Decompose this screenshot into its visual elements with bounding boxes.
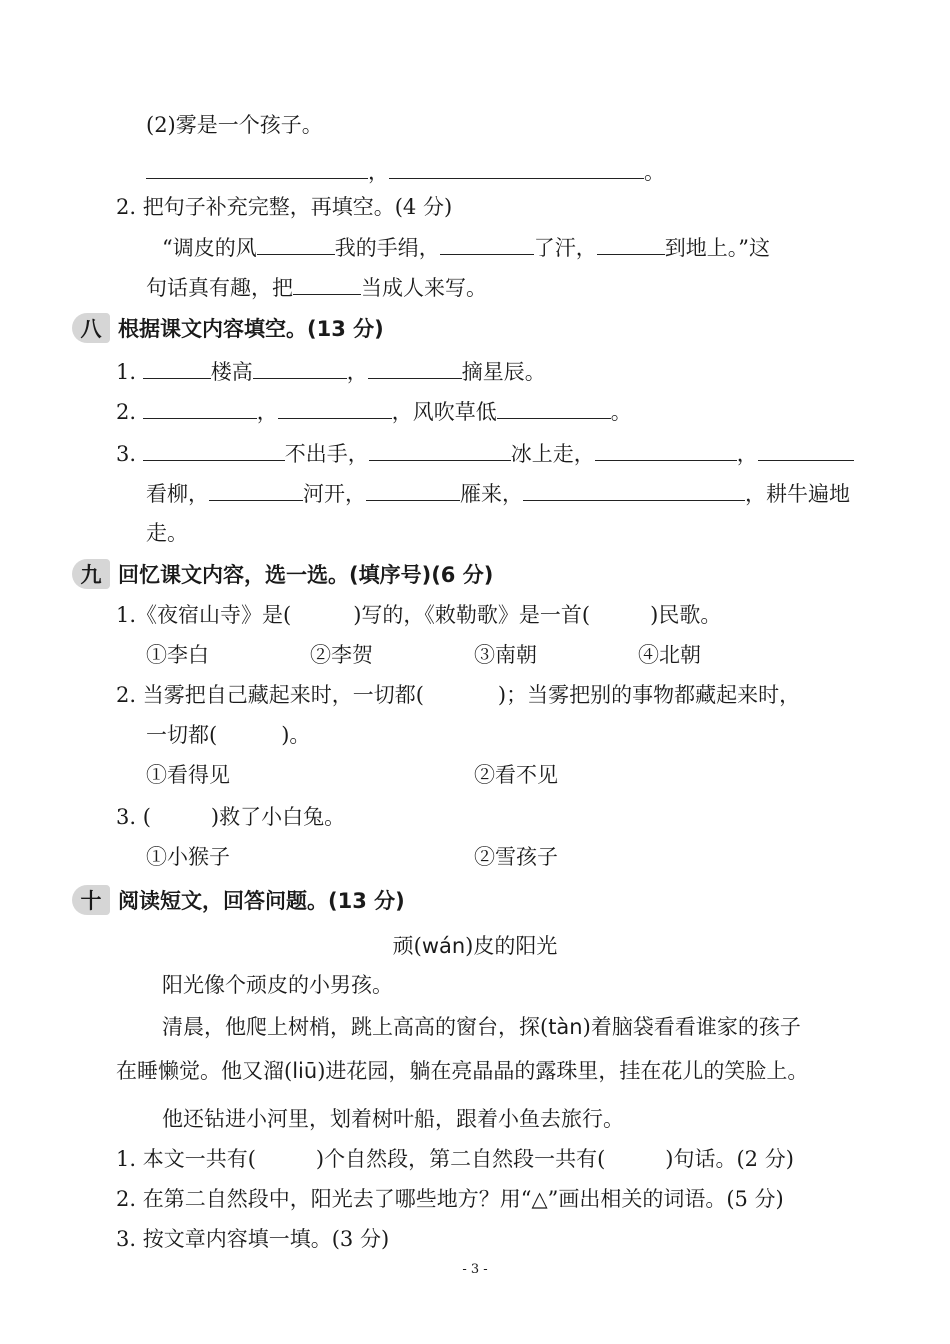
text: 了汗， xyxy=(533,236,597,260)
section-9-header xyxy=(72,558,493,590)
section-badge: 十 xyxy=(72,885,110,915)
story-paragraph-3: 他还钻进小河里，划着树叶船，跟着小鱼去旅行。 xyxy=(162,1107,624,1131)
blank[interactable] xyxy=(146,156,368,179)
option: ②看不见 xyxy=(474,763,558,787)
text: )着脑袋看看谁家的孩子 xyxy=(582,1015,801,1039)
pinyin: liū xyxy=(292,1059,318,1083)
q9-1 xyxy=(116,600,721,630)
text: ，风吹草低 xyxy=(391,400,497,424)
pinyin: tàn xyxy=(548,1015,583,1039)
text: “调皮的风 xyxy=(162,236,257,260)
text: 不出手， xyxy=(284,442,369,466)
q8-3-line2 xyxy=(146,478,850,509)
text: 我的手绢， xyxy=(334,236,440,260)
text: 冰上走， xyxy=(510,442,595,466)
text: )；当雾把别的事物都藏起来时， xyxy=(497,683,801,707)
blank[interactable] xyxy=(440,232,534,255)
blank[interactable] xyxy=(143,396,257,419)
q7-2-title: 2. 把句子补充完整，再填空。(4 分) xyxy=(116,195,453,219)
section-title: 根据课文内容填空。(13 分) xyxy=(118,317,384,341)
blank[interactable] xyxy=(597,232,665,255)
blank[interactable] xyxy=(523,478,745,501)
text: 雁来， xyxy=(460,482,523,506)
text: 摘星辰。 xyxy=(461,360,546,384)
option: ①李白 xyxy=(146,643,209,667)
num: 2. xyxy=(116,400,137,424)
text: )救了小白兔。 xyxy=(210,805,346,829)
text: 看柳， xyxy=(146,482,209,506)
blank[interactable] xyxy=(369,438,511,461)
q10-2: 2. 在第二自然段中，阳光去了哪些地方？用“△”画出相关的词语。(5 分) xyxy=(116,1187,784,1211)
pinyin: wán xyxy=(421,934,466,958)
text: 一切都( xyxy=(146,723,218,747)
text: 顽( xyxy=(392,934,422,958)
text: )。 xyxy=(281,723,311,747)
text: ，耕牛遍地 xyxy=(745,482,850,506)
section-badge: 九 xyxy=(72,559,110,589)
blank[interactable] xyxy=(293,272,361,295)
text: 1.《夜宿山寺》是( xyxy=(116,603,292,627)
q9-3 xyxy=(116,802,345,832)
section-10-header xyxy=(72,884,405,916)
q8-2 xyxy=(116,396,632,427)
text: 清晨，他爬上树梢，跳上高高的窗台，探( xyxy=(162,1015,549,1039)
blank[interactable] xyxy=(257,232,335,255)
text: 2. 当雾把自己藏起来时，一切都( xyxy=(116,683,424,707)
blank[interactable] xyxy=(368,356,462,379)
text: )皮的阳光 xyxy=(465,934,558,958)
option: ①看得见 xyxy=(146,763,230,787)
text: )个自然段，第二自然段一共有( xyxy=(315,1147,606,1171)
blank[interactable] xyxy=(758,438,854,461)
text: 3. ( xyxy=(116,805,151,829)
blank[interactable] xyxy=(253,356,347,379)
q8-3-line1 xyxy=(116,438,854,469)
text: 到地上。”这 xyxy=(664,236,770,260)
text: 1. 本文一共有( xyxy=(116,1147,256,1171)
q7-1-2-answer-line xyxy=(146,156,665,187)
text: 在睡懒觉。他又溜( xyxy=(116,1059,293,1083)
story-paragraph-2-line1 xyxy=(162,1012,801,1042)
q10-1 xyxy=(116,1144,794,1174)
blank[interactable] xyxy=(143,438,285,461)
text: 楼高 xyxy=(210,360,253,384)
q9-2-line1 xyxy=(116,680,800,710)
text: )民歌。 xyxy=(650,603,722,627)
text: )写的，《敕勒歌》是一首( xyxy=(353,603,591,627)
num: 3. xyxy=(116,442,137,466)
text: )句话。(2 分) xyxy=(665,1147,794,1171)
blank[interactable] xyxy=(497,396,611,419)
page-number: - 3 - xyxy=(462,1262,488,1277)
text: 句话真有趣，把 xyxy=(146,276,293,300)
text: 河开， xyxy=(303,482,366,506)
option: ②雪孩子 xyxy=(474,845,558,869)
q8-1 xyxy=(116,356,546,387)
text: ， xyxy=(346,360,368,384)
period: 。 xyxy=(644,160,665,184)
option: ①小猴子 xyxy=(146,845,230,869)
q8-3-line3: 走。 xyxy=(146,521,188,545)
option: ②李贺 xyxy=(310,643,373,667)
section-title: 阅读短文，回答问题。(13 分) xyxy=(118,889,405,913)
section-badge: 八 xyxy=(72,313,110,343)
q7-2-line2 xyxy=(146,272,487,303)
q7-2-line1 xyxy=(162,232,770,263)
text: )进花园，躺在亮晶晶的露珠里，挂在花儿的笑脸上。 xyxy=(317,1059,809,1083)
blank[interactable] xyxy=(278,396,392,419)
comma: ， xyxy=(368,160,389,184)
blank[interactable] xyxy=(143,356,211,379)
section-title: 回忆课文内容，选一选。(填序号)(6 分) xyxy=(118,563,494,587)
blank[interactable] xyxy=(209,478,303,501)
blank[interactable] xyxy=(595,438,737,461)
q9-2-line2 xyxy=(146,720,310,750)
blank[interactable] xyxy=(389,156,644,179)
text: ， xyxy=(256,400,278,424)
text: 当成人来写。 xyxy=(361,276,487,300)
q10-3: 3. 按文章内容填一填。(3 分) xyxy=(116,1227,390,1251)
story-title xyxy=(0,930,950,960)
section-8-header xyxy=(72,312,384,344)
story-paragraph-2-line2 xyxy=(116,1056,808,1086)
text: 。 xyxy=(610,400,632,424)
option: ④北朝 xyxy=(638,643,701,667)
story-paragraph-1: 阳光像个顽皮的小男孩。 xyxy=(162,973,393,997)
num: 1. xyxy=(116,360,137,384)
q7-1-2-text: (2)雾是一个孩子。 xyxy=(146,113,323,137)
blank[interactable] xyxy=(366,478,460,501)
option: ③南朝 xyxy=(474,643,537,667)
text: ， xyxy=(736,442,758,466)
